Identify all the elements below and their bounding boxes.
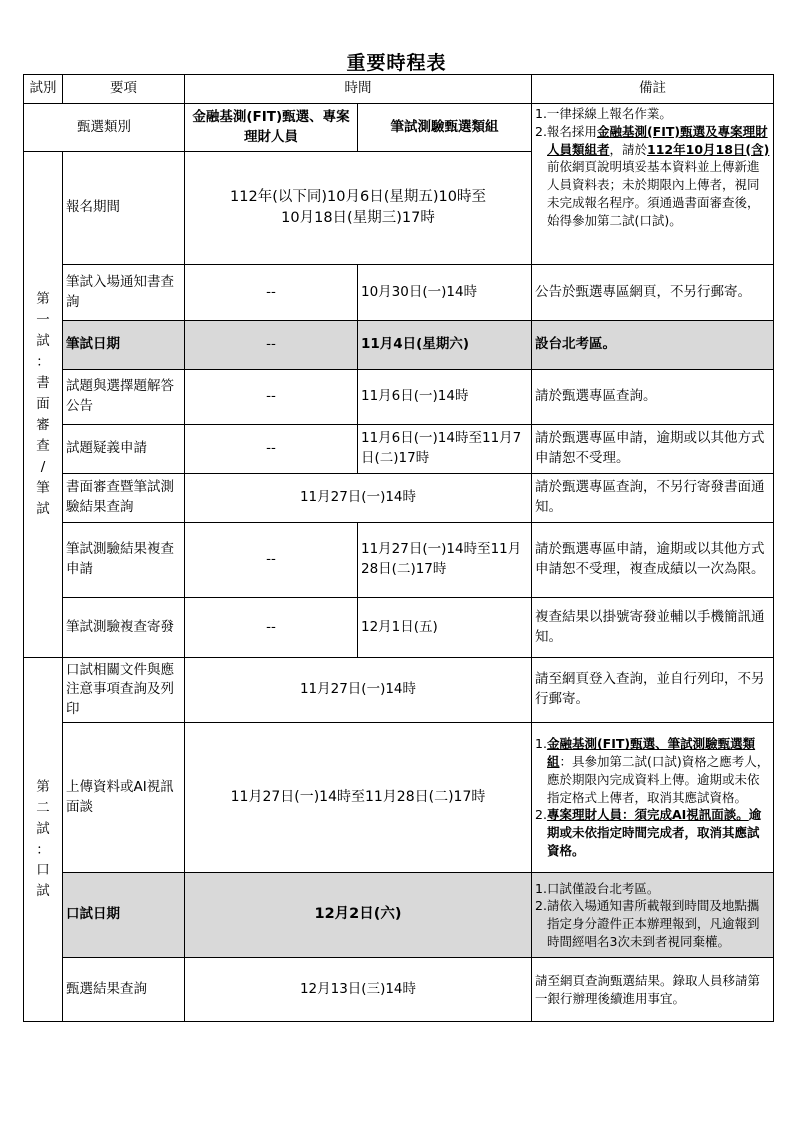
page-title: 重要時程表: [346, 52, 447, 74]
category-written-header: 筆試測驗甄選類組: [358, 104, 532, 152]
note-cell: 請於甄選專區申請，逾期或以其他方式申請恕不受理。: [532, 425, 774, 474]
table-row: [24, 370, 774, 425]
time-merged: 11月27日(一)14時至11月28日(二)17時: [185, 723, 532, 873]
item-final-result: 甄選結果查詢: [63, 958, 185, 1022]
time-written: 11月4日(星期六): [358, 321, 532, 370]
item-interview-documents: 口試相關文件與應注意事項查詢及列印: [63, 658, 185, 723]
time-fit: --: [185, 598, 358, 658]
item-interview-date: 口試日期: [63, 873, 185, 958]
time-written: 10月30日(一)14時: [358, 265, 532, 321]
note-interview-date: 1.口試僅設台北考區。 2.請依入場通知書所載報到時間及地點攜指定身分證件正本辦理報到，凡逾報到時間經唱名3次未到者視同棄權。: [532, 873, 774, 958]
table-row: [24, 598, 774, 658]
time-merged: 12月2日(六): [185, 873, 532, 958]
item-registration-period: 報名期間: [63, 152, 185, 265]
table-row: [24, 658, 774, 723]
time-fit: --: [185, 321, 358, 370]
note-cell: 複查結果以掛號寄發並輔以手機簡訊通知。: [532, 598, 774, 658]
note-cell: 請於甄選專區查詢。: [532, 370, 774, 425]
table-row: [24, 474, 774, 523]
time-fit: --: [185, 523, 358, 598]
item-admission-notice: 筆試入場通知書查詢: [63, 265, 185, 321]
item-recheck-mail: 筆試測驗複查寄發: [63, 598, 185, 658]
header-round: 試別: [24, 75, 63, 104]
time-fit: --: [185, 370, 358, 425]
note-upload-item-2: 2.專案理財人員：須完成AI視訊面談。逾期或未依指定時間完成者，取消其應試資格。: [535, 807, 762, 858]
time-written: 12月1日(五): [358, 598, 532, 658]
round1-label: 第 一 試 ： 書 面 審 查 / 筆 試: [24, 152, 63, 658]
note-cell: 請至網頁查詢甄選結果。錄取人員移請第一銀行辦理後續進用事宜。: [532, 958, 774, 1022]
note-upload-item-1: 1.金融基測(FIT)甄選、筆試測驗甄選類組：具參加第二試(口試)資格之應考人，應於期限內完成資料上傳。逾期或未依指定格式上傳者，取消其應試資格。: [535, 736, 770, 805]
time-written: 11月27日(一)14時至11月28日(二)17時: [358, 523, 532, 598]
item-review-result: 書面審查暨筆試測驗結果查詢: [63, 474, 185, 523]
table-row: [24, 523, 774, 598]
time-written: 11月6日(一)14時至11月7日(二)17時: [358, 425, 532, 474]
item-answer-announcement: 試題與選擇題解答公告: [63, 370, 185, 425]
note-online: 1.一律採線上報名作業。: [535, 106, 672, 121]
category-fit-header: 金融基測(FIT)甄選、專案理財人員: [185, 104, 358, 152]
note-cell: 請於甄選專區查詢，不另行寄發書面通知。: [532, 474, 774, 523]
note-cell: 請於甄選專區申請，逾期或以其他方式申請恕不受理，複查成績以一次為限。: [532, 523, 774, 598]
item-recheck-apply: 筆試測驗結果複查申請: [63, 523, 185, 598]
note-cell: 請至網頁登入查詢，並自行列印，不另行郵寄。: [532, 658, 774, 723]
header-item: 要項: [63, 75, 185, 104]
category-row: [24, 104, 774, 152]
time-registration-period: 112年(以下同)10月6日(星期五)10時至10月18日(星期三)17時: [185, 152, 532, 265]
time-fit: --: [185, 425, 358, 474]
table-row: [24, 873, 774, 958]
note-cell: 設台北考區。: [532, 321, 774, 370]
note-registration: 2.報名採用金融基測(FIT)甄選及專案理財人員類組者，請於112年10月18日(含)前依網頁說明填妥基本資料並上傳新進人員資料表；未於期限內上傳者，視同未完成報名程序。須通過書面審查後，始得參加第二試(口試)。: [535, 123, 770, 228]
time-merged: 11月27日(一)14時: [185, 474, 532, 523]
item-written-date: 筆試日期: [63, 321, 185, 370]
time-merged: 12月13日(三)14時: [185, 958, 532, 1022]
table-row: [24, 265, 774, 321]
table-row: [24, 958, 774, 1022]
header-note: 備註: [532, 75, 774, 104]
registration-note: [532, 104, 774, 265]
time-merged: 11月27日(一)14時: [185, 658, 532, 723]
table-row: [24, 723, 774, 873]
header-time: 時間: [185, 75, 532, 104]
schedule-table: [23, 74, 774, 1022]
category-label: 甄選類別: [24, 104, 185, 152]
item-upload-or-ai-interview: 上傳資料或AI視訊面談: [63, 723, 185, 873]
note-cell: 公告於甄選專區網頁，不另行郵寄。: [532, 265, 774, 321]
note-upload: [532, 723, 774, 873]
table-row: [24, 425, 774, 474]
item-question-dispute: 試題疑義申請: [63, 425, 185, 474]
time-written: 11月6日(一)14時: [358, 370, 532, 425]
round2-label: 第 二 試 ： 口 試: [24, 658, 63, 1022]
time-fit: --: [185, 265, 358, 321]
header-row: [24, 75, 774, 104]
table-row: [24, 321, 774, 370]
